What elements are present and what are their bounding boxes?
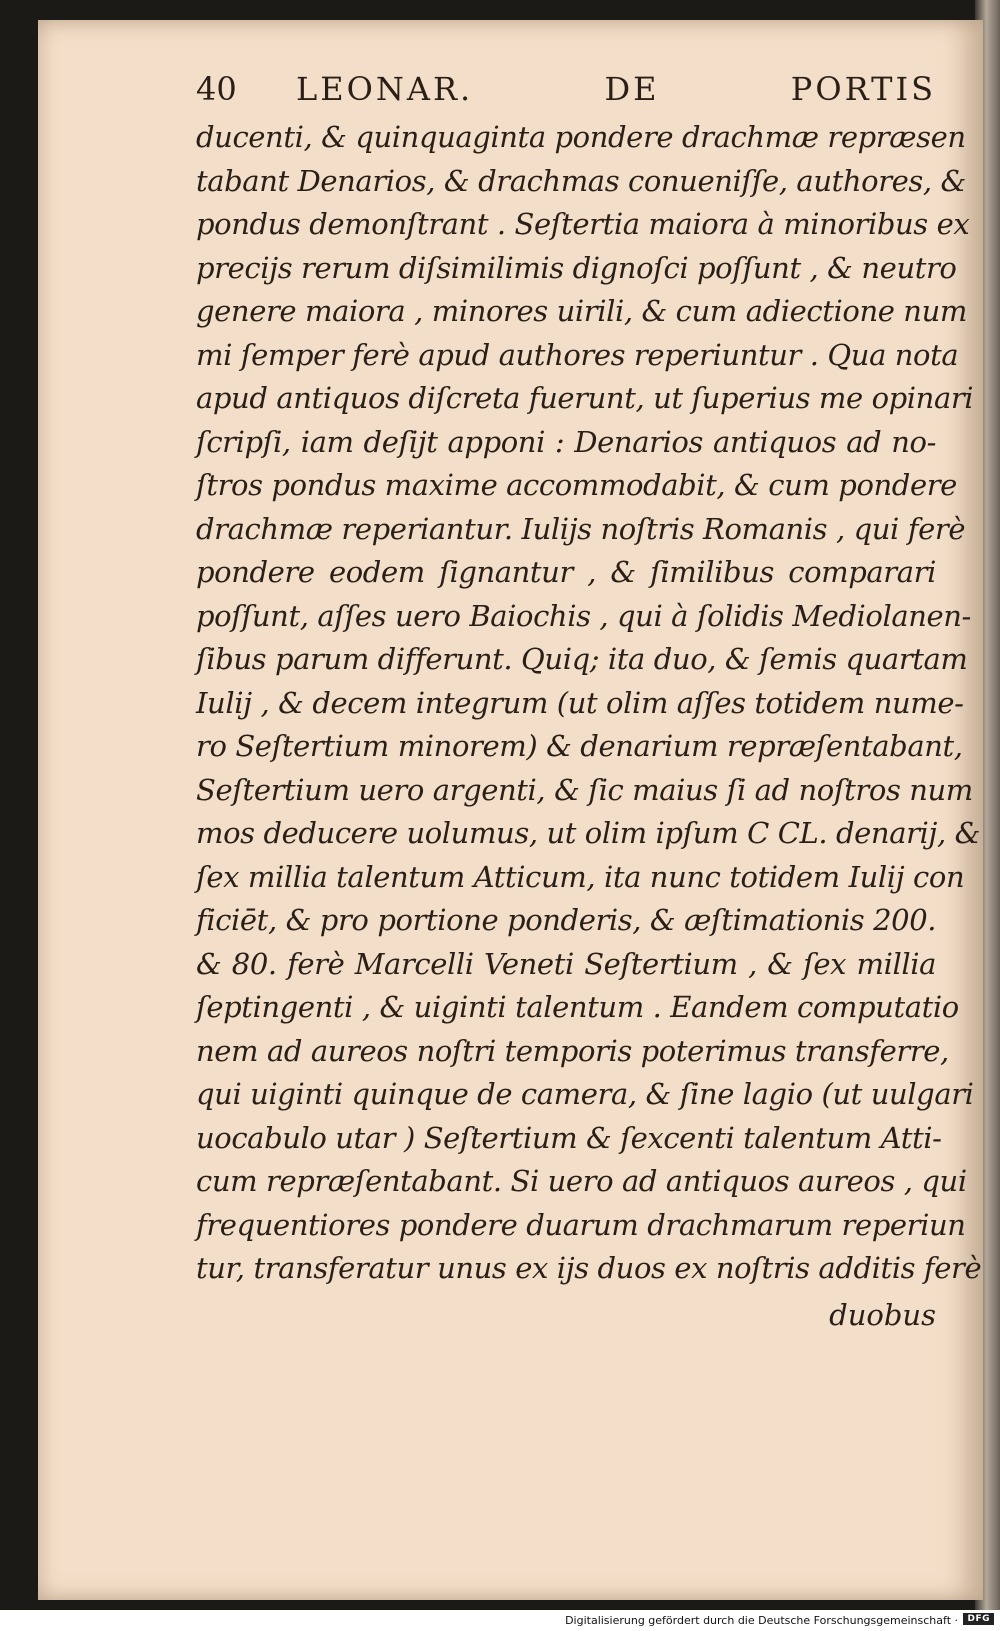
text-line: poſſunt, aſſes uero Baiochis , qui à ſolidis Mediolanen- [196,598,971,633]
text-line: ficiēt, & pro portione ponderis, & æſtimationis 200. [196,903,937,937]
text-line: apud antiquos diſcreta fuerunt, ut ſuperius me opinari [196,381,974,415]
running-head [296,70,966,108]
text-line: Seſtertium uero argenti, & ſic maius ſi ad noſtros num [196,772,973,807]
text-line: frequentiores pondere duarum drachmarum reperiun [196,1207,966,1242]
text-line: pondere eodem ſignantur , & ſimilibus comparari [196,555,936,589]
text-line: qui uiginti quinque de camera, & ſine lagio (ut uulgari [196,1077,974,1111]
page-number: 40 [196,70,237,108]
text-line: cum repræſentabant. Si uero ad antiquos aureos , qui [196,1164,967,1198]
text-line: ſeptingenti , & uiginti talentum . Eandem computatio [196,990,959,1024]
text-line: ſcripſi, iam deſijt apponi : Denarios antiquos ad no- [196,424,936,459]
text-line: ſex millia talentum Atticum, ita nunc totidem Iulij con [196,859,965,894]
funding-notice: Digitalisierung gefördert durch die Deutsche Forschungsgemeinschaft · [565,1614,958,1627]
catchword: duobus [829,1297,936,1332]
text-line: tur, transferatur unus ex ijs duos ex noſtris additis ferè [196,1251,982,1285]
digitization-footer [0,1610,1000,1631]
text-line: ro Seſtertium minorem) & denarium repræſentabant, [196,729,963,763]
running-header [196,70,966,116]
text-line: ducenti, & quinquaginta pondere drachmæ repræsen [196,120,966,154]
text-line: & 80. ferè Marcelli Veneti Seſtertium , & ſex millia [196,946,936,981]
text-line: genere maiora , minores uirili, & cum adiectione num [196,294,967,328]
running-head-left: LEONAR. [296,70,474,108]
running-head-mid: DE [604,70,660,108]
text-line: mi ſemper ferè apud authores reperiuntur . Qua nota [196,337,959,372]
book-page [38,20,983,1600]
text-line: tabant Denarios, & drachmas conueniſſe, authores, & [196,163,966,198]
body-text [196,116,982,1291]
text-line: nem ad aureos noſtri temporis poterimus transferre, [196,1033,949,1068]
text-line: precijs rerum diſsimilimis dignoſci poſſunt , & neutro [196,250,957,285]
page-content [196,70,982,1335]
text-line: uocabulo utar ) Seſtertium & ſexcenti talentum Atti- [196,1120,942,1155]
dfg-logo: DFG [963,1613,994,1625]
text-line: mos deducere uolumus, ut olim ipſum C CL. denarij, & [196,816,981,850]
text-line: pondus demonſtrant . Seſtertia maiora à minoribus ex [196,207,970,241]
running-head-right: PORTIS [790,70,936,108]
text-line: Iulij , & decem integrum (ut olim aſſes totidem nume- [196,685,964,720]
text-line: ſtros pondus maxime accommodabit, & cum pondere [196,468,957,502]
text-line: drachmæ reperiantur. Iulijs noſtris Romanis , qui ferè [196,511,966,546]
text-line: ſibus parum differunt. Quiq; ita duo, & ſemis quartam [196,642,968,676]
